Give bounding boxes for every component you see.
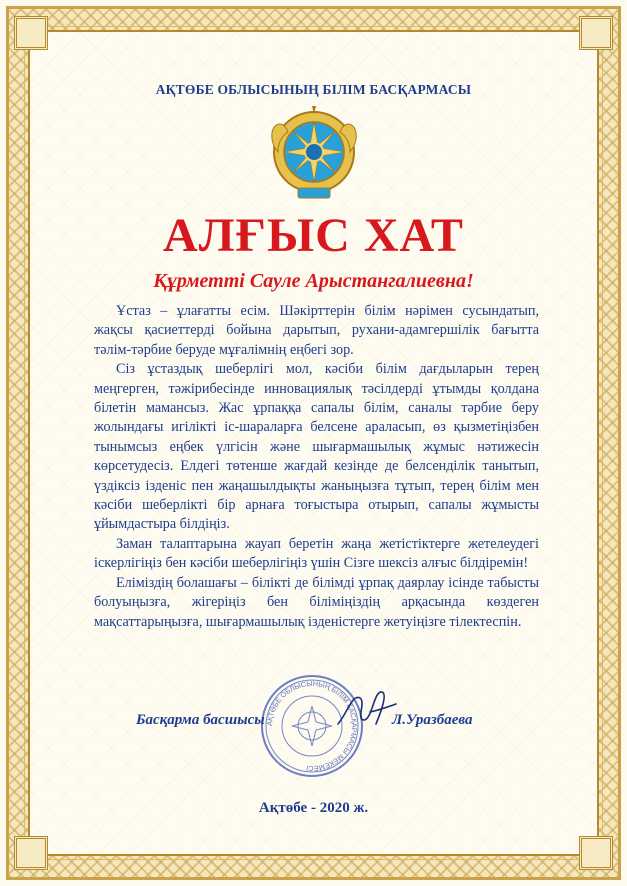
letter-body bbox=[94, 302, 539, 632]
body-paragraph: Еліміздің болашағы – білікті де білімді ұрпақ даярлау ісінде табысты болуыңызға, жігеріңіз бен біліміңіздің арқасында көздеген мақсаттарыңызға, шығармашылық ізденістерге жетуіңізге тілектеспін. bbox=[94, 574, 539, 630]
corner-ornament bbox=[579, 836, 613, 870]
kazakhstan-state-emblem-icon bbox=[268, 106, 360, 202]
signature-block bbox=[0, 712, 627, 742]
corner-ornament bbox=[14, 16, 48, 50]
corner-ornament bbox=[579, 16, 613, 50]
certificate-title: АЛҒЫС ХАТ bbox=[163, 209, 464, 262]
salutation: Құрметті Сауле Арыстангалиевна! bbox=[153, 270, 474, 292]
signatory-title: Басқарма басшысы bbox=[136, 712, 265, 728]
stamp-text: АҚТӨБЕ ОБЛЫСЫНЫҢ БІЛІМ БАСҚАРМАСЫ МЕКЕМЕСІ bbox=[264, 678, 360, 774]
signatory-name: Л.Уразбаева bbox=[392, 712, 473, 728]
corner-ornament bbox=[14, 836, 48, 870]
organization-header: АҚТӨБЕ ОБЛЫСЫНЫҢ БІЛІМ БАСҚАРМАСЫ bbox=[155, 82, 472, 97]
place-and-date: Ақтөбе - 2020 ж. bbox=[258, 800, 369, 816]
body-paragraph: Заман талаптарына жауап беретін жаңа жетістіктерге жетелеудегі іскерлігіңіз бен кәсіби шеберлігіңіз үшін Сізге шексіз алғыс білдіремін! bbox=[94, 535, 539, 572]
body-paragraph: Сіз ұстаздық шеберлігі мол, кәсіби білім дағдыларын терең меңгерген, тәжірибесінде инновациялық тәсілдерді ұтымды қолдана білетін мамансыз. Жас ұрпаққа сапалы білім, саналы тәрбие беру жолындағы игілікті іс-шараларға белсене араласып, өз қызметіңізбен тынымсыз еңбек үлгісін және шығармашылық жұмыс нәтижесін көрсетудесіз. Елдегі төтенше жағдай кезінде де белсенділік танытып, үздіксіз ізденіс пен жаңашылдықты жаныңызға тұтып, терең білім мен кәсіби шеберлікті бір арнаға тоғыстыра отырып, сапалы жұмысты ұйымдастыра білдіңіз. bbox=[94, 361, 539, 533]
body-paragraph: Ұстаз – ұлағатты есім. Шәкірттерін білім нәрімен сусындатып, жақсы қасиеттерді бойына дарытып, рухани-адамгершілік бағытта тәлім-тәрбие беруде мұғалімнің еңбегі зор. bbox=[94, 303, 539, 358]
